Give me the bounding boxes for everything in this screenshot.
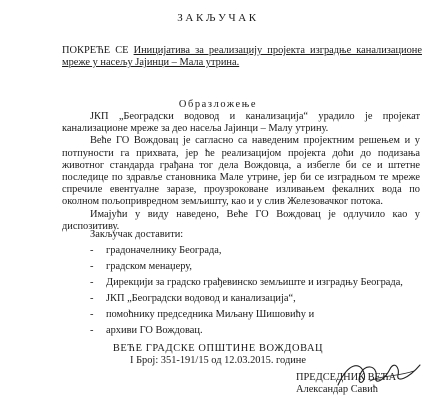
paragraph-decision: Имајући у виду наведено, Веће ГО Вождовац је одлучило као у диспозитиву. — [62, 208, 420, 232]
paragraph-project: ЈКП „Београдски водовод и канализација“ урадило је пројекат канализационе мреже за део насеља Јајинци – Малу утрину. — [62, 111, 420, 135]
recipient-label: архиви ГО Вождовац. — [106, 325, 203, 337]
recipient-label: Дирекцији за градско грађевинско земљиште и изградњу Београда, — [106, 277, 403, 289]
intro-verb: ПОКРЕЋЕ СЕ — [62, 45, 129, 56]
list-item — [90, 293, 410, 309]
delivery-title: Закључак доставити: — [90, 229, 184, 240]
dash-bullet: - — [90, 309, 94, 321]
signatory-name: Александар Савић — [296, 384, 378, 396]
list-item — [90, 309, 410, 325]
list-item — [90, 261, 410, 277]
recipient-list — [90, 245, 410, 341]
dash-bullet: - — [90, 245, 94, 257]
reasoning-body — [62, 111, 420, 233]
document-title: ЗАКЉУЧАК — [177, 12, 259, 24]
reason-heading: Образложење — [178, 99, 258, 110]
delivery-section — [90, 229, 410, 341]
intro-statement — [62, 45, 422, 69]
list-item — [90, 245, 410, 261]
dash-bullet: - — [90, 293, 94, 305]
intro-subject: Иницијатива за реализацију пројекта изградње канализационе мреже у насељу Јајинци – Мала утрина. — [62, 45, 422, 69]
document-number: I Број: 351-191/15 од 12.03.2015. године — [130, 355, 306, 367]
council-name: ВЕЋЕ ГРАДСКЕ ОПШТИНЕ ВОЖДОВАЦ — [112, 343, 324, 354]
dash-bullet: - — [90, 277, 94, 289]
list-item — [90, 325, 410, 341]
signature-block — [296, 372, 436, 396]
dash-bullet: - — [90, 325, 94, 337]
list-item — [90, 277, 410, 293]
signatory-role: ПРЕДСЕДНИК ВЕЋА — [296, 372, 397, 383]
recipient-label: помоћнику председника Миљану Шишовићу и — [106, 309, 315, 321]
recipient-label: градоначелнику Београда, — [106, 245, 222, 257]
dash-bullet: - — [90, 261, 94, 273]
recipient-label: ЈКП „Београдски водовод и канализација“, — [106, 293, 296, 305]
paragraph-approval: Веће ГО Вождовац је сагласно са наведеним пројектним решењем и у потпуности га прихвата, јер ће реализацијом пројекта доћи до подизања животног стандарда грађана тог дела Вождовца, а избегле би се и штетне последице по здравље становника Мале утрине, јер би се изградњом те мреже спречиле евентуалне заразе, проузроковане изливањем фекалних вода по околном пољопривредном земљишту, као и у слив Железовачког потока. — [62, 135, 420, 208]
recipient-label: градском менаџеру, — [106, 261, 193, 273]
